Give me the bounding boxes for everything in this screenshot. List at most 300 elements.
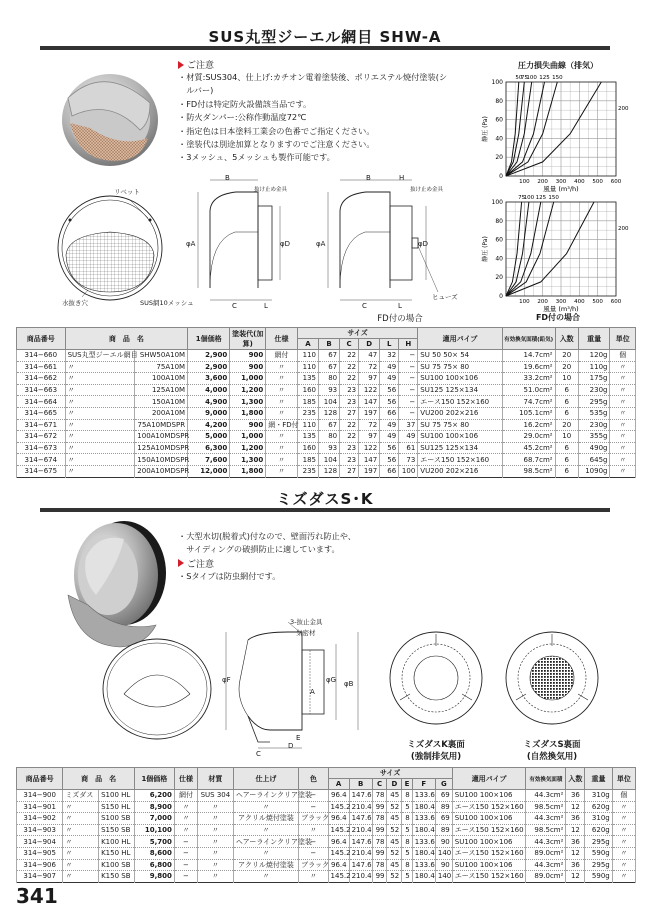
table-cell: 27 [340,407,359,419]
table-cell: SU 75 75× 80 [418,361,502,373]
note-line: ・指定色は日本塗料工業会の色番でご指定ください。 [178,125,375,136]
mizudas-front-drawing [100,636,215,742]
table-cell: 98.5cm² [526,801,566,813]
th-E: E [402,779,413,790]
table-cell: 20 [555,350,578,362]
table-cell: 97 [359,431,380,443]
table-cell: 145.2 [328,847,349,859]
table-cell: 72 [359,419,380,431]
table-cell: 1,200 [230,442,266,454]
note-line: ルバー) [178,85,214,96]
section1-title: SUS丸型ジーエル網目 SHW-A [208,27,442,46]
table-cell: 99 [372,871,387,883]
table-cell: VU200 202×216 [418,407,502,419]
table-cell: 〃 [610,442,636,454]
dim-B2: B [366,174,371,182]
table-cell: 52 [387,824,402,836]
y-tick-label: 60 [495,236,503,244]
th-finish: 仕上げ [233,768,298,790]
table-cell: 69 [435,790,452,802]
caution-triangle-icon [178,61,184,69]
table-cell: 〃 [198,801,234,813]
table-cell: − [299,801,328,813]
y-tick-label: 100 [491,79,503,86]
y-tick-label: 80 [495,217,503,225]
table-cell: 200A10M [135,407,188,419]
table-cell: S100 HL [99,790,135,802]
table-cell: 〃 [65,396,135,408]
table-cell: 135 [297,431,318,443]
table-cell: 75A10M [135,361,188,373]
table-cell: 69 [435,813,452,825]
table-cell: 〃 [610,396,636,408]
table-cell: 6 [555,454,578,466]
table-cell: 12,000 [188,465,230,477]
y-tick-label: 0 [499,173,503,180]
table-cell: 210.4 [349,824,372,836]
x-tick-label: 600 [610,179,622,185]
th-name: 商 品 名 [63,768,135,790]
label-mesh: SUS網10メッシュ [140,299,194,307]
series-label: 150 [548,195,559,201]
table-cell: 〃 [65,465,135,477]
table-cell: 147.6 [349,836,372,848]
table-cell: 8 [402,790,413,802]
table-cell: 147 [359,454,380,466]
table-cell: 44.3cm² [526,790,566,802]
th-weight: 重量 [585,768,612,790]
th-spec: 仕様 [266,328,298,350]
th-weight: 重量 [578,328,610,350]
table-cell: − [299,836,328,848]
table-cell: 314−905 [17,847,63,859]
table-cell: ヘアーラインクリア塗装 [233,790,298,802]
table-cell: 78 [372,836,387,848]
table-cell: 〃 [610,407,636,419]
table-cell: 1090g [578,465,610,477]
table-cell: 〃 [198,836,234,848]
chart-pressure-loss-fd [478,190,628,314]
mizudas-s-back-drawing [502,628,602,728]
th-color: 色 [299,768,328,790]
table-cell: 96.4 [328,790,349,802]
dim-F: φF [222,676,231,684]
table-cell: 314−671 [17,419,66,431]
table-cell: 〃 [299,824,328,836]
table-cell: 33.2cm² [502,373,555,385]
table-cell: 100 [399,465,418,477]
chart1-title: 圧力損失曲線（排気） [518,61,598,70]
table-cell: 〃 [266,442,298,454]
table-cell: 9,800 [134,871,174,883]
table-cell: 10 [555,431,578,443]
table-cell: 210.4 [349,801,372,813]
th-size: サイズ [328,768,452,779]
table-cell: 36 [566,790,585,802]
table-cell: 52 [387,871,402,883]
table-cell: 37 [399,419,418,431]
chart-pressure-loss [478,70,628,196]
table-cell: 27 [340,465,359,477]
table-cell: 52 [387,801,402,813]
table-row [17,871,636,883]
table-cell: K150 HL [99,847,135,859]
th-F: F [412,779,435,790]
table-cell: 210.4 [349,871,372,883]
table-cell: 〃 [612,813,635,825]
table-cell: 〃 [610,465,636,477]
table-cell: 44.3cm² [526,859,566,871]
table-cell: 23 [340,442,359,454]
table-cell: 〃 [612,847,635,859]
caption-k-back: ミズダスK裏面 (強制排気用) [407,740,465,762]
dim-B: φB [344,680,354,688]
dim-L2: L [398,302,402,310]
dim-D: D [288,742,294,750]
table-cell: 6 [555,442,578,454]
th-size: サイズ [297,328,417,339]
table-cell: 78 [372,813,387,825]
x-tick-label: 100 [519,299,530,305]
table-cell: S100 SB [99,813,135,825]
table-cell: 180.4 [412,824,435,836]
table-cell: − [174,836,197,848]
table-cell: − [299,790,328,802]
y-axis-label: 静圧 (Pa) [482,116,489,142]
table-cell: 8 [402,836,413,848]
th-L: L [380,339,399,350]
th-qty: 入数 [566,768,585,790]
table-cell: 5,700 [134,836,174,848]
table-cell: 120g [578,350,610,362]
table-cell: 314−907 [17,871,63,883]
table-cell: 45.2cm² [502,442,555,454]
table-cell: 97 [359,373,380,385]
dim-H2: H [399,174,405,182]
table-row [17,824,636,836]
table-cell: 89 [435,801,452,813]
table-cell: 49 [380,431,399,443]
table-row [17,361,636,373]
table-cell: 490g [578,442,610,454]
table-cell: 〃 [65,361,135,373]
th-unit: 単位 [610,328,636,350]
table-cell: 5,000 [188,431,230,443]
label-seal: 気密材 [296,629,316,637]
table-cell: 網付 [174,790,197,802]
table-row [17,407,636,419]
table-cell: SU100 100×106 [452,790,526,802]
table-cell: 314−674 [17,454,66,466]
table-cell: 〃 [63,859,99,871]
table-cell: 網付 [266,350,298,362]
table-cell: 96.4 [328,859,349,871]
notes-heading: ご注意 [178,557,478,570]
table-cell: 175g [578,373,610,385]
table-cell: 50A10M [135,350,188,362]
table-cell: 80 [319,431,340,443]
table-cell: 314−902 [17,813,63,825]
table-row [17,431,636,443]
table-cell: 590g [585,871,612,883]
table-cell: 145.2 [328,824,349,836]
table-cell: 4,000 [188,384,230,396]
table-cell: 145.2 [328,801,349,813]
table-cell: 29.0cm² [502,431,555,443]
series-label: 75 [518,195,526,201]
table-cell: 355g [578,431,610,443]
note-line: ・大型水切(脱着式)付なので、壁面汚れ防止や、 [178,531,356,541]
table-cell: 〃 [266,384,298,396]
fd-caption: FD付の場合 [377,314,423,324]
table-cell: 〃 [610,419,636,431]
table-cell: 16.2cm² [502,419,555,431]
section2-header [0,484,650,512]
table-cell: 5 [402,801,413,813]
x-tick-label: 600 [610,299,622,305]
table-cell: − [174,847,197,859]
table-cell: 1,200 [230,384,266,396]
table-cell: 314−663 [17,384,66,396]
table-cell: 295g [578,396,610,408]
table-cell: 128 [319,407,340,419]
table-cell: 10,100 [134,824,174,836]
table-cell: 133.6 [412,859,435,871]
table-row [17,847,636,859]
label-rivet: リベット [114,188,140,196]
label-stop-fitting-fd: 抜け止め金具 [410,187,444,193]
table-cell: 32 [380,350,399,362]
th-pipe: 適用パイプ [418,328,502,350]
table-cell: 98.5cm² [502,465,555,477]
table-cell: VU200 202×216 [418,465,502,477]
table-cell: アクリル焼付塗装 [233,859,298,871]
spec-table-mizudas [16,767,636,883]
table-cell: 〃 [612,871,635,883]
th-price: 1個価格 [188,328,230,350]
table-cell: 235 [297,407,318,419]
note-line: ・FD付は特定防火設備該当品です。 [178,98,312,109]
table-cell: 104 [319,454,340,466]
chart2-caption: FD付の場合 [535,313,581,322]
table-cell: 〃 [233,824,298,836]
table-cell: 150A10MDSPR [135,454,188,466]
dim-C: C [256,750,261,758]
page-number: 341 [16,884,58,908]
th-paint: 塗装代(加算) [230,328,266,350]
note-line: ・材質:SUS304、仕上げ:カチオン電着塗装後、ポリエステル焼付塗装(シ [178,72,448,82]
table-cell: 6 [555,384,578,396]
table-cell: 900 [230,350,266,362]
section2-title: ミズダスS･K [276,489,374,508]
table-cell: 314−664 [17,396,66,408]
th-area: 有効換気面積 [526,768,566,790]
table-cell: 6,300 [188,442,230,454]
series-label: 150 [552,75,563,81]
table-cell: 〃 [233,871,298,883]
table-cell: 〃 [63,801,99,813]
table-cell: 5 [402,847,413,859]
mizudas-k-back-drawing [386,628,486,728]
table-cell: 620g [585,801,612,813]
table-cell: 49 [399,431,418,443]
table-cell: 〃 [174,824,197,836]
table-cell: 〃 [63,824,99,836]
table-cell: 90 [435,836,452,848]
label-drain-hole: 水抜き穴 [62,299,88,307]
table-cell: 66 [380,407,399,419]
caution-triangle-icon [178,559,184,567]
x-tick-label: 300 [555,299,567,305]
x-tick-label: 500 [592,299,603,305]
label-stop-fitting: 抜け止め金具 [254,187,288,193]
table-cell: 〃 [266,454,298,466]
table-cell: 12 [566,847,585,859]
table-cell: 68.7cm² [502,454,555,466]
table-cell: 110g [578,361,610,373]
table-cell: 2,900 [188,361,230,373]
series-label: 200 [618,226,629,232]
table-row [17,373,636,385]
table-cell: S150 HL [99,801,135,813]
table-cell: エース150 152×160 [452,801,526,813]
series-label: 100 [526,75,537,81]
table-cell: SU100 100×106 [452,836,526,848]
table-cell: 310g [585,790,612,802]
table-cell: 89.0cm² [526,847,566,859]
table-cell: 〃 [610,373,636,385]
table-cell: SU100 100×106 [452,813,526,825]
table-cell: 9,000 [188,407,230,419]
x-tick-label: 200 [537,299,548,305]
table-row [17,790,636,802]
table-cell: エース150 152×160 [418,454,502,466]
table-cell: 295g [585,859,612,871]
table-cell: 67 [319,361,340,373]
note-line: ・Sタイプは防虫網付です。 [178,570,281,581]
table-cell: 147.6 [349,790,372,802]
table-cell: 78 [372,859,387,871]
table-cell: 89.0cm² [526,871,566,883]
table-cell: 89 [435,824,452,836]
x-tick-label: 300 [555,179,567,185]
table-cell: 230g [578,419,610,431]
table-cell: エース150 152×160 [452,871,526,883]
table-cell: 14.7cm² [502,350,555,362]
table-cell: 7,600 [188,454,230,466]
spec-table-shw [16,327,636,478]
table-cell: 1,000 [230,431,266,443]
table-cell: 8,600 [134,847,174,859]
table-cell: − [399,396,418,408]
table-cell: 314−675 [17,465,66,477]
table-cell: 99 [372,824,387,836]
table-cell: 44.3cm² [526,813,566,825]
table-cell: 〃 [266,373,298,385]
table-cell: 314−660 [17,350,66,362]
section1-notes [178,58,478,165]
table-cell: − [299,847,328,859]
table-cell: 180.4 [412,801,435,813]
table-cell: 〃 [266,396,298,408]
th-A: A [328,779,349,790]
table-cell: 133.6 [412,790,435,802]
table-cell: 47 [359,350,380,362]
table-cell: 45 [387,813,402,825]
table-cell: 56 [380,442,399,454]
table-cell: 〃 [610,431,636,443]
table-cell: 〃 [612,859,635,871]
table-cell: 〃 [174,813,197,825]
table-cell: 36 [566,813,585,825]
th-spec: 仕様 [174,768,197,790]
y-tick-label: 40 [495,135,503,143]
table-cell: 6 [555,407,578,419]
th-price: 1個価格 [134,768,174,790]
th-code: 商品番号 [17,768,63,790]
table-cell: 645g [578,454,610,466]
th-D: D [387,779,402,790]
table-cell: 133.6 [412,836,435,848]
table-cell: 314−673 [17,442,66,454]
table-row [17,465,636,477]
table-cell: 314−904 [17,836,63,848]
table-cell: 147 [359,396,380,408]
series-label: 75 [520,75,528,81]
table-cell: 56 [380,384,399,396]
table-cell: 〃 [63,813,99,825]
table-cell: 23 [340,396,359,408]
table-cell: 〃 [174,801,197,813]
product-photo-mizudas [58,515,168,655]
table-cell: 78 [372,790,387,802]
table-cell: 〃 [610,384,636,396]
table-row [17,859,636,871]
table-cell: 140 [435,871,452,883]
table-cell: 180.4 [412,847,435,859]
table-cell: 〃 [63,871,99,883]
table-row [17,454,636,466]
th-B: B [349,779,372,790]
table-cell: K150 SB [99,871,135,883]
table-cell: 80 [319,373,340,385]
table-cell: 110 [297,350,318,362]
table-cell: − [174,859,197,871]
table-cell: 網・FD付 [266,419,298,431]
table-row [17,396,636,408]
note-line: サイディングの破損防止に適しています。 [178,544,340,555]
table-cell: 100A10MDSPR [135,431,188,443]
section2-rule [40,508,610,512]
table-cell: 1,800 [230,465,266,477]
table-cell: 147.6 [349,813,372,825]
table-cell: 22 [340,419,359,431]
table-cell: 6,800 [134,859,174,871]
table-cell: エース150 152×160 [452,847,526,859]
table-cell: SU 75 75× 80 [418,419,502,431]
th-A: A [297,339,318,350]
table-cell: ブラック [299,813,328,825]
table-row [17,442,636,454]
th-C: C [372,779,387,790]
table-cell: 96.4 [328,836,349,848]
table-cell: SUS 304 [198,790,234,802]
th-pipe: 適用パイプ [452,768,526,790]
table-cell: 5 [402,871,413,883]
dim-phiA2: φA [316,240,326,248]
table-cell: 〃 [612,824,635,836]
th-B: B [319,339,340,350]
